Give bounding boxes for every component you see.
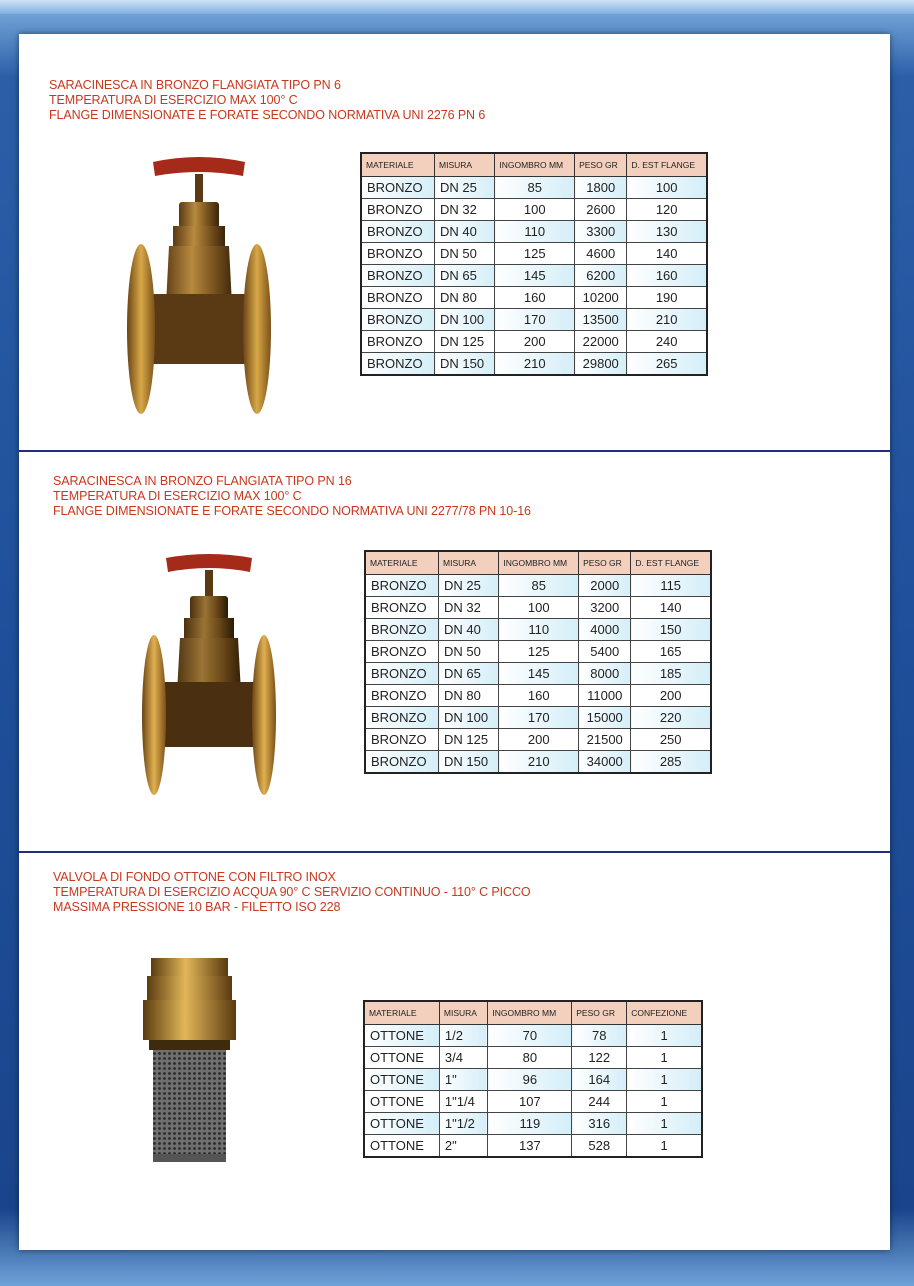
table-cell: 4600 — [575, 243, 627, 265]
table-cell: DN 125 — [435, 331, 495, 353]
section-2-heading — [53, 474, 531, 519]
table-row — [365, 619, 711, 641]
table-cell: 1 — [627, 1113, 702, 1135]
table-row — [361, 177, 707, 199]
table-cell: OTTONE — [364, 1069, 439, 1091]
section-1-temperature: TEMPERATURA DI ESERCIZIO MAX 100° C — [49, 93, 298, 107]
table-header-row — [365, 551, 711, 575]
section-2-table — [364, 550, 712, 774]
table-row — [365, 707, 711, 729]
table-cell: BRONZO — [361, 353, 435, 376]
table-cell: BRONZO — [365, 641, 439, 663]
table-cell: 110 — [499, 619, 579, 641]
table-cell: BRONZO — [361, 309, 435, 331]
table-cell: BRONZO — [365, 685, 439, 707]
table-cell: 70 — [488, 1025, 572, 1047]
table-cell: 22000 — [575, 331, 627, 353]
table-cell: 85 — [495, 177, 575, 199]
table-cell: 210 — [627, 309, 707, 331]
table-cell: 145 — [495, 265, 575, 287]
table-row — [364, 1135, 702, 1158]
table-cell: 125 — [499, 641, 579, 663]
gate-valve-icon — [119, 154, 279, 419]
section-2-norm: FLANGE DIMENSIONATE E FORATE SECONDO NORMATIVA UNI 2277/78 PN 10-16 — [53, 504, 531, 518]
table-cell: 3300 — [575, 221, 627, 243]
table-cell: 29800 — [575, 353, 627, 376]
table-cell: 125 — [495, 243, 575, 265]
table-cell: DN 65 — [435, 265, 495, 287]
table-row — [361, 221, 707, 243]
table-row — [361, 243, 707, 265]
section-divider — [19, 450, 890, 452]
table-cell: 11000 — [579, 685, 631, 707]
section-3-heading — [53, 870, 531, 915]
table-cell: DN 150 — [439, 751, 499, 774]
table-cell: 200 — [499, 729, 579, 751]
column-header: INGOMBRO MM — [488, 1001, 572, 1025]
table-cell: DN 25 — [435, 177, 495, 199]
table-cell: 185 — [631, 663, 711, 685]
table-cell: BRONZO — [361, 177, 435, 199]
table-cell: 34000 — [579, 751, 631, 774]
table-cell: DN 65 — [439, 663, 499, 685]
table-cell: BRONZO — [365, 575, 439, 597]
table-cell: BRONZO — [361, 265, 435, 287]
table-row — [365, 641, 711, 663]
section-1-heading — [49, 78, 485, 123]
table-cell: 100 — [499, 597, 579, 619]
table-cell: DN 40 — [439, 619, 499, 641]
table-cell: 1800 — [575, 177, 627, 199]
table-cell: 150 — [631, 619, 711, 641]
table-cell: 110 — [495, 221, 575, 243]
table-cell: 1"1/4 — [439, 1091, 487, 1113]
table-cell: 528 — [572, 1135, 627, 1158]
table-row — [361, 287, 707, 309]
table-cell: 2600 — [575, 199, 627, 221]
table-row — [364, 1069, 702, 1091]
section-3-temperature: TEMPERATURA DI ESERCIZIO ACQUA 90° C SERVIZIO CONTINUO - 110° C PICCO — [53, 885, 531, 899]
table-cell: 164 — [572, 1069, 627, 1091]
section-3-title: VALVOLA DI FONDO OTTONE CON FILTRO INOX — [53, 870, 336, 884]
table-cell: DN 80 — [439, 685, 499, 707]
column-header: MISURA — [435, 153, 495, 177]
column-header: PESO GR — [572, 1001, 627, 1025]
column-header: D. EST FLANGE — [631, 551, 711, 575]
table-cell: 107 — [488, 1091, 572, 1113]
section-divider — [19, 851, 890, 853]
table-cell: 250 — [631, 729, 711, 751]
table-cell: 100 — [627, 177, 707, 199]
table-cell: 170 — [499, 707, 579, 729]
table-row — [361, 353, 707, 376]
catalog-page — [19, 34, 890, 1250]
table-cell: 1 — [627, 1135, 702, 1158]
table-cell: OTTONE — [364, 1135, 439, 1158]
table-cell: BRONZO — [361, 287, 435, 309]
table-row — [361, 265, 707, 287]
table-cell: 5400 — [579, 641, 631, 663]
table-cell: 200 — [631, 685, 711, 707]
table-cell: BRONZO — [361, 331, 435, 353]
table-row — [365, 685, 711, 707]
table-cell: 80 — [488, 1047, 572, 1069]
table-cell: 190 — [627, 287, 707, 309]
table-cell: 120 — [627, 199, 707, 221]
table-cell: 1 — [627, 1091, 702, 1113]
column-header: D. EST FLANGE — [627, 153, 707, 177]
table-row — [365, 597, 711, 619]
foot-valve-icon — [137, 956, 242, 1166]
table-cell: 15000 — [579, 707, 631, 729]
table-cell: BRONZO — [365, 619, 439, 641]
table-row — [364, 1047, 702, 1069]
table-cell: 265 — [627, 353, 707, 376]
table-cell: 3/4 — [439, 1047, 487, 1069]
table-cell: 100 — [495, 199, 575, 221]
table-row — [365, 663, 711, 685]
table-cell: 122 — [572, 1047, 627, 1069]
column-header: INGOMBRO MM — [495, 153, 575, 177]
table-cell: 160 — [627, 265, 707, 287]
table-row — [365, 575, 711, 597]
section-3-table — [363, 1000, 703, 1158]
table-cell: 115 — [631, 575, 711, 597]
table-row — [364, 1025, 702, 1047]
table-cell: 119 — [488, 1113, 572, 1135]
table-cell: 160 — [499, 685, 579, 707]
table-cell: 137 — [488, 1135, 572, 1158]
table-cell: 8000 — [579, 663, 631, 685]
table-cell: 1"1/2 — [439, 1113, 487, 1135]
table-cell: BRONZO — [361, 221, 435, 243]
table-cell: DN 50 — [435, 243, 495, 265]
table-cell: 10200 — [575, 287, 627, 309]
table-cell: 1" — [439, 1069, 487, 1091]
table-cell: DN 40 — [435, 221, 495, 243]
table-cell: 21500 — [579, 729, 631, 751]
column-header: MATERIALE — [365, 551, 439, 575]
table-header-row — [364, 1001, 702, 1025]
table-cell: 4000 — [579, 619, 631, 641]
table-cell: 78 — [572, 1025, 627, 1047]
section-1-table — [360, 152, 708, 376]
table-cell: 244 — [572, 1091, 627, 1113]
table-row — [364, 1113, 702, 1135]
table-cell: 85 — [499, 575, 579, 597]
table-cell: 160 — [495, 287, 575, 309]
table-cell: BRONZO — [365, 707, 439, 729]
table-cell: 13500 — [575, 309, 627, 331]
table-cell: DN 80 — [435, 287, 495, 309]
table-cell: 200 — [495, 331, 575, 353]
table-cell: 1 — [627, 1047, 702, 1069]
column-header: PESO GR — [575, 153, 627, 177]
table-cell: BRONZO — [361, 243, 435, 265]
gate-valve-icon — [134, 552, 284, 797]
table-row — [365, 751, 711, 774]
table-header-row — [361, 153, 707, 177]
table-cell: BRONZO — [365, 751, 439, 774]
table-cell: BRONZO — [365, 663, 439, 685]
table-cell: DN 150 — [435, 353, 495, 376]
section-3-pressure: MASSIMA PRESSIONE 10 BAR - FILETTO ISO 228 — [53, 900, 341, 914]
table-cell: DN 25 — [439, 575, 499, 597]
column-header: MISURA — [439, 551, 499, 575]
table-cell: 240 — [627, 331, 707, 353]
table-cell: DN 100 — [439, 707, 499, 729]
column-header: INGOMBRO MM — [499, 551, 579, 575]
table-cell: BRONZO — [365, 729, 439, 751]
table-cell: 2000 — [579, 575, 631, 597]
table-cell: BRONZO — [365, 597, 439, 619]
section-2-temperature: TEMPERATURA DI ESERCIZIO MAX 100° C — [53, 489, 302, 503]
table-cell: 140 — [627, 243, 707, 265]
column-header: PESO GR — [579, 551, 631, 575]
table-cell: 220 — [631, 707, 711, 729]
table-cell: 1 — [627, 1069, 702, 1091]
column-header: CONFEZIONE — [627, 1001, 702, 1025]
table-cell: 96 — [488, 1069, 572, 1091]
table-cell: OTTONE — [364, 1047, 439, 1069]
table-cell: DN 32 — [435, 199, 495, 221]
table-row — [365, 729, 711, 751]
table-cell: OTTONE — [364, 1091, 439, 1113]
table-row — [364, 1091, 702, 1113]
table-cell: 2" — [439, 1135, 487, 1158]
table-cell: 170 — [495, 309, 575, 331]
table-cell: OTTONE — [364, 1113, 439, 1135]
table-row — [361, 331, 707, 353]
table-row — [361, 309, 707, 331]
table-cell: 145 — [499, 663, 579, 685]
table-cell: DN 125 — [439, 729, 499, 751]
table-cell: 165 — [631, 641, 711, 663]
table-cell: 1/2 — [439, 1025, 487, 1047]
table-cell: 210 — [495, 353, 575, 376]
table-cell: 6200 — [575, 265, 627, 287]
table-cell: 1 — [627, 1025, 702, 1047]
column-header: MISURA — [439, 1001, 487, 1025]
section-2-title: SARACINESCA IN BRONZO FLANGIATA TIPO PN 16 — [53, 474, 352, 488]
table-cell: DN 100 — [435, 309, 495, 331]
section-1-norm: FLANGE DIMENSIONATE E FORATE SECONDO NORMATIVA UNI 2276 PN 6 — [49, 108, 486, 122]
table-cell: 130 — [627, 221, 707, 243]
column-header: MATERIALE — [364, 1001, 439, 1025]
table-cell: 3200 — [579, 597, 631, 619]
section-1-title: SARACINESCA IN BRONZO FLANGIATA TIPO PN 6 — [49, 78, 341, 92]
table-cell: DN 32 — [439, 597, 499, 619]
table-cell: 140 — [631, 597, 711, 619]
table-cell: BRONZO — [361, 199, 435, 221]
table-cell: 285 — [631, 751, 711, 774]
table-cell: 210 — [499, 751, 579, 774]
table-cell: OTTONE — [364, 1025, 439, 1047]
column-header: MATERIALE — [361, 153, 435, 177]
table-cell: 316 — [572, 1113, 627, 1135]
table-cell: DN 50 — [439, 641, 499, 663]
table-row — [361, 199, 707, 221]
